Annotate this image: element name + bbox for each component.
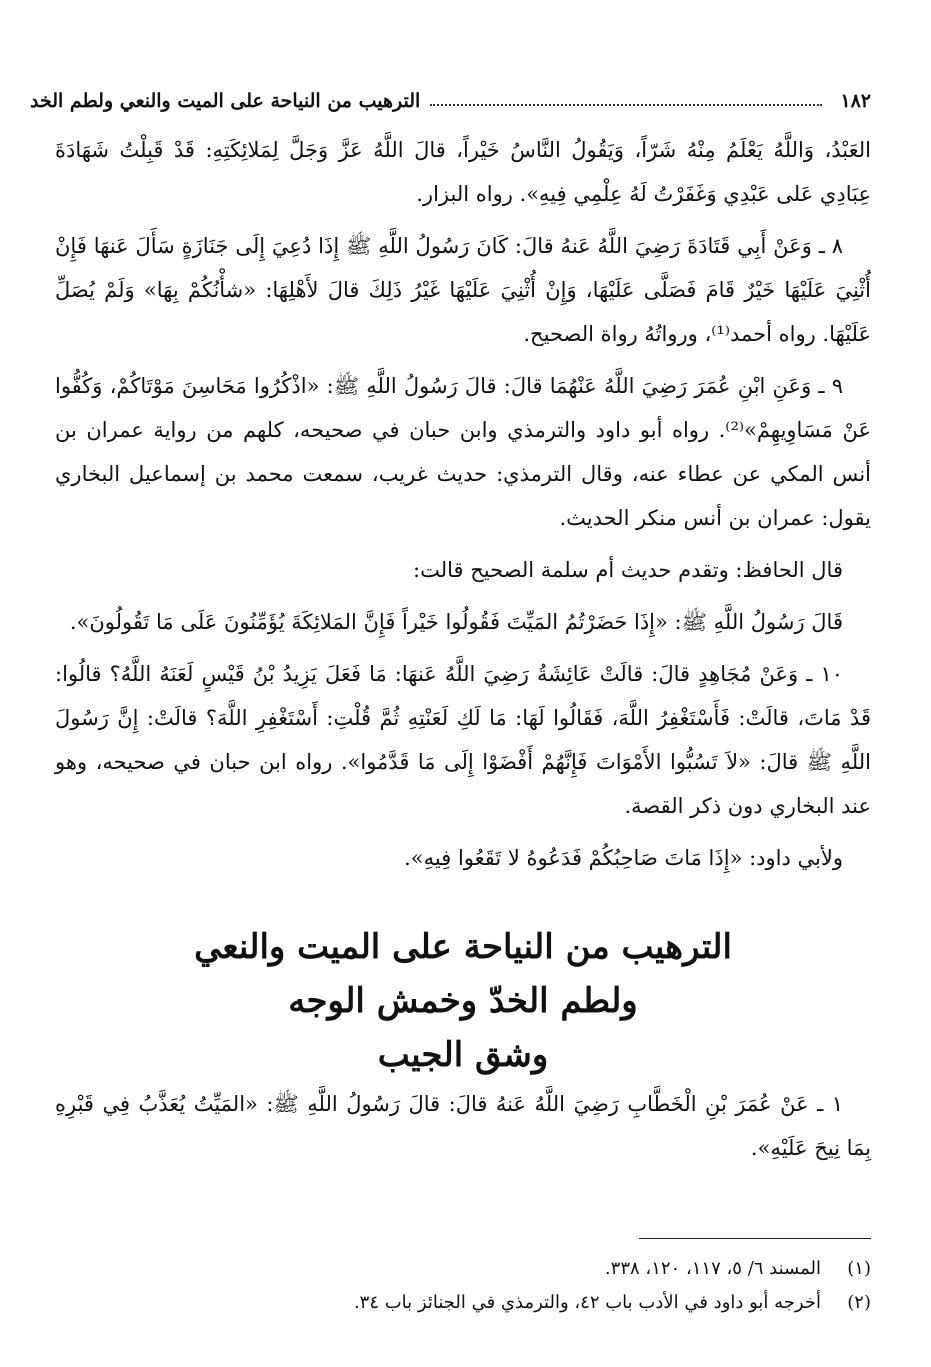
footnote-text: المسند ٦/ ٥، ١١٧، ١٢٠، ٣٣٨. <box>604 1258 821 1279</box>
running-header-title: الترهيب من النياحة على الميت والنعي ولطم الخد <box>30 90 421 112</box>
section-heading-line: ولطم الخدّ وخمش الوجه <box>288 981 638 1021</box>
hadith-10: ١٠ ـ وَعَنْ مُجَاهِدٍ قالَ: قالَتْ عَائِشَةُ رَضِيَ اللَّهُ عَنهَا: مَا فَعَلَ يَزِيدُ بْنُ قَيْسٍ لَعَنَهُ اللَّهُ؟ قالُوا: قَدْ مَاتَ، قالَتْ: فَأَسْتَغْفِرُ اللَّهَ، فَقَالُوا لَهَا: مَا لَكِ لَعَنْتِهِ ثُمَّ قُلْتِ: أَسْتَغْفِرِ اللَّهَ؟ قالَتْ: إِنَّ رَسُولَ اللَّهِ ﷺ قالَ: «لاَ تَسُبُّوا الأَمْوَاتَ فَإِنَّهُمْ أَفْضَوْا إِلَى مَا قَدَّمُوا». رواه ابن حبان في صحيحه، وهو عند البخاري دون ذكر القصة. <box>55 662 871 818</box>
hadith-9: ٩ ـ وَعَنِ ابْنِ عُمَرَ رَضِيَ اللَّهُ عَنْهُمَا قالَ: قالَ رَسُولُ اللَّهِ ﷺ: «اذْكُرُوا مَحَاسِنَ مَوْتَاكُمْ، وَكُفُّوا عَنْ مَسَاوِيهِمْ»⁽²⁾. رواه أبو داود والترمذي وابن حبان في صحيحه، كلهم من رواية عمران بن أنس المكي عن عطاء عنه، وقال الترمذي: حديث غريب، سمعت محمد بن إسماعيل البخاري يقول: عمران بن أنس منكر الحديث. <box>55 374 871 530</box>
footnote-number: (١) <box>847 1258 871 1279</box>
footnote-number: (٢) <box>847 1292 871 1313</box>
footnote-divider <box>639 1238 871 1239</box>
footnote-text: أخرجه أبو داود في الأدب باب ٤٢، والترمذي في الجنائز باب ٣٤. <box>353 1292 821 1313</box>
hafiz-note: قال الحافظ: وتقدم حديث أم سلمة الصحيح قالت: <box>413 558 843 582</box>
main-text <box>55 128 871 888</box>
footnotes <box>55 1252 871 1320</box>
paragraph-continuation: العَبْدُ، وَاللَّهُ يَعْلَمُ مِنْهُ شَرّاً، وَيَقُولُ النَّاسُ خَيْراً، قالَ اللَّهُ عَزَّ وَجَلَّ لِمَلائِكَتِهِ: قَدْ قَبِلْتُ شَهَادَةَ عِبَادِي عَلى عَبْدِي وَغَفَرْتُ لَهُ عِلْمِي فِيهِ». رواه البزار. <box>55 138 871 206</box>
section-heading-line: الترهيب من النياحة على الميت والنعي <box>194 927 732 967</box>
section-heading <box>55 920 871 1082</box>
hadith-8: ٨ ـ وَعَنْ أَبِي قَتَادَةَ رَضِيَ اللَّهُ عَنهُ قالَ: كَانَ رَسُولُ اللَّهِ ﷺ إِذَا دُعِيَ إِلَى جَنَازَةٍ سَأَلَ عَنهَا فَإِنْ أُثْنِيَ عَلَيْهَا خَيْرٌ قَامَ فَصَلَّى عَلَيْهَا، وَإِنْ أُثْنِيَ عَلَيْهَا غَيْرُ ذَلِكَ قالَ لأَهْلِهَا: «شأْنُكُمْ بِهَا» وَلَمْ يُصَلِّ عَلَيْهَا. رواه أحمد⁽¹⁾، ورواتُهُ رواة الصحيح. <box>55 234 871 346</box>
footnote <box>55 1252 871 1286</box>
section-hadith-1: ١ ـ عَنْ عُمَرَ بْنِ الْخَطَّابِ رَضِيَ اللَّهُ عَنهُ قالَ: قالَ رَسُولُ اللَّهِ ﷺ: «المَيِّتُ يُعَذَّبُ فِي قَبْرِهِ بِمَا نِيحَ عَلَيْهِ». <box>55 1092 871 1160</box>
section-heading-line: وشق الجيب <box>377 1035 549 1075</box>
running-header <box>30 88 871 114</box>
umm-salama-quote: قَالَ رَسُولُ اللَّهِ ﷺ: «إِذَا حَضَرْتُمُ المَيِّتَ فَقُولُوا خَيْراً فَإِنَّ المَلائِكَةَ يُؤَمِّنُونَ عَلَى مَا تَقُولُونَ». <box>69 610 843 634</box>
abu-dawud-note: ولأبي داود: «إِذَا مَاتَ صَاحِبُكُمْ فَدَعُوهُ لا تَقَعُوا فِيهِ». <box>404 846 843 870</box>
footnote <box>55 1286 871 1320</box>
page-number: ١٨٢ <box>840 90 871 112</box>
dotted-leader <box>430 104 822 106</box>
